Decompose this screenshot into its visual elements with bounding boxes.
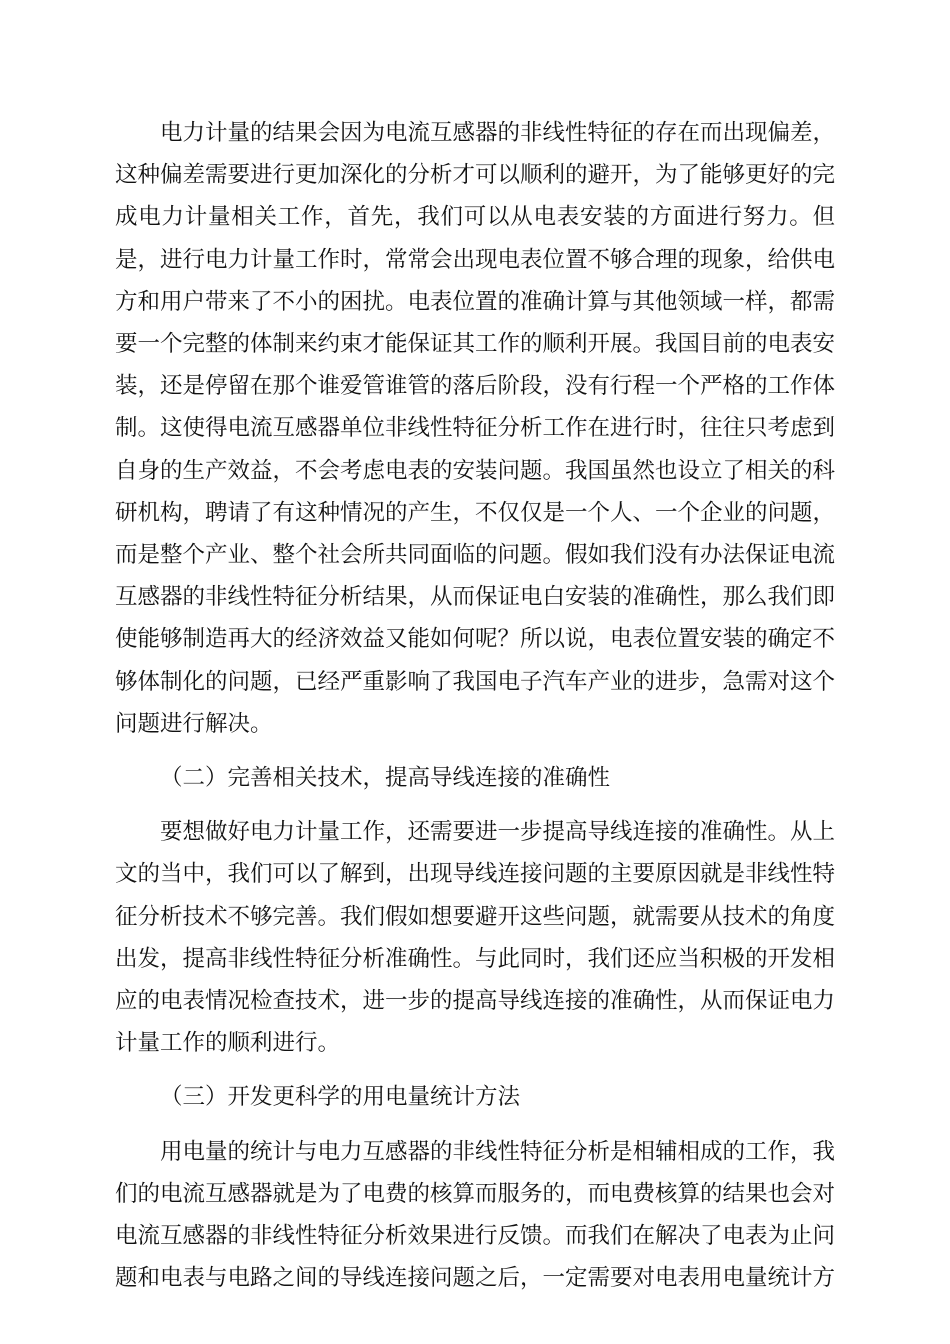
section-heading-two: （二）完善相关技术，提高导线连接的准确性 — [160, 765, 611, 792]
document-body — [115, 112, 835, 1299]
section-heading-three: （三）开发更科学的用电量统计方法 — [160, 1084, 521, 1111]
paragraph-meter-installation: 电力计量的结果会因为电流互感器的非线性特征的存在而出现偏差，这种偏差需要进行更加深化的分析才可以顺利的避开，为了能够更好的完成电力计量相关工作，首先，我们可以从电表安装的方面进行努力。但是，进行电力计量工作时，常常会出现电表位置不够合理的现象，给供电方和用户带来了不小的困扰。电表位置的准确计算与其他领域一样，都需要一个完整的体制来约束才能保证其工作的顺利开展。我国目前的电表安装，还是停留在那个谁爱管谁管的落后阶段，没有行程一个严格的工作体制。这使得电流互感器单位非线性特征分析工作在进行时，往往只考虑到自身的生产效益，不会考虑电表的安装问题。我国虽然也设立了相关的科研机构，聘请了有这种情况的产生，不仅仅是一个人、一个企业的问题，而是整个产业、整个社会所共同面临的问题。假如我们没有办法保证电流互感器的非线性特征分析结果，从而保证电白安装的准确性，那么我们即使能够制造再大的经济效益又能如何呢？所以说，电表位置安装的确定不够体制化的问题，已经严重影响了我国电子汽车产业的进步，急需对这个问题进行解决。 — [115, 120, 836, 737]
paragraph-wire-connection: 要想做好电力计量工作，还需要进一步提高导线连接的准确性。从上文的当中，我们可以了解到，出现导线连接问题的主要原因就是非线性特征分析技术不够完善。我们假如想要避开这些问题，就需要从技术的角度出发，提高非线性特征分析准确性。与此同时，我们还应当积极的开发相应的电表情况检查技术，进一步的提高导线连接的准确性，从而保证电力计量工作的顺利进行。 — [115, 819, 836, 1057]
paragraph-consumption-statistics: 用电量的统计与电力互感器的非线性特征分析是相辅相成的工作，我们的电流互感器就是为了电费的核算而服务的，而电费核算的结果也会对电流互感器的非线性特征分析效果进行反馈。而我们在解决了电表为止问题和电表与电路之间的导线连接问题之后，一定需要对电表用电量统计方 — [115, 1138, 836, 1292]
